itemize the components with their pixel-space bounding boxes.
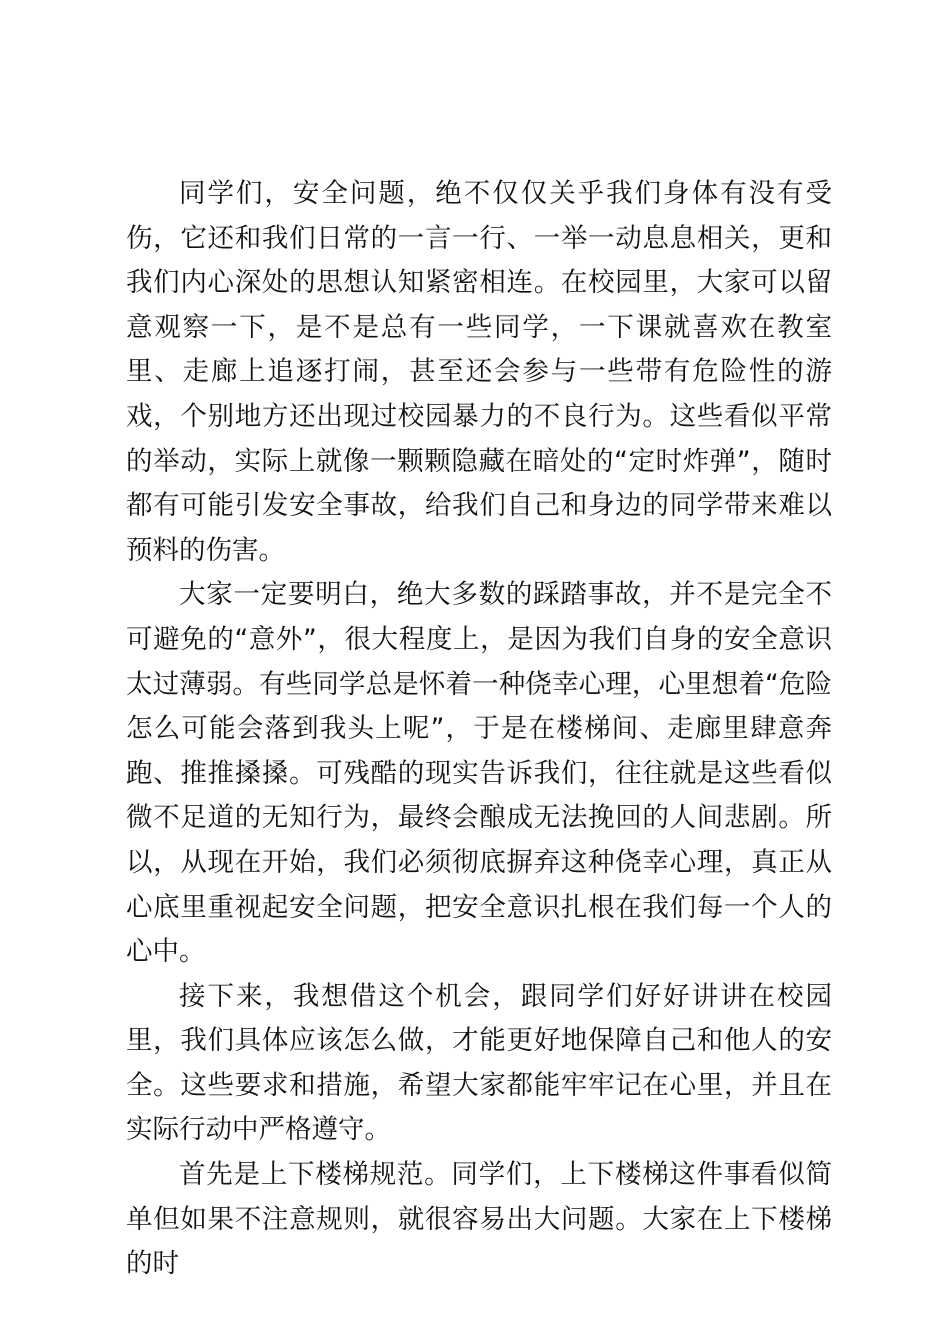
paragraph-3: 接下来，我想借这个机会，跟同学们好好讲讲在校园里，我们具体应该怎么做，才能更好地保障自己和他人的安全。这些要求和措施，希望大家都能牢牢记在心里，并且在实际行动中严格遵守。 (126, 980, 832, 1146)
paragraph-2: 大家一定要明白，绝大多数的踩踏事故，并不是完全不可避免的“意外”，很大程度上，是因为我们自身的安全意识太过薄弱。有些同学总是怀着一种侥幸心理，心里想着“危险怎么可能会落到我头上呢”，于是在楼梯间、走廊里肆意奔跑、推推搡搡。可残酷的现实告诉我们，往往就是这些看似微不足道的无知行为，最终会酿成无法挽回的人间悲剧。所以，从现在开始，我们必须彻底摒弃这种侥幸心理，真正从心底里重视起安全问题，把安全意识扎根在我们每一个人的心中。 (126, 579, 832, 968)
paragraph-4: 首先是上下楼梯规范。同学们，上下楼梯这件事看似简单但如果不注意规则，就很容易出大问题。大家在上下楼梯的时 (126, 1159, 832, 1280)
document-body (126, 172, 832, 1287)
paragraph-1: 同学们，安全问题，绝不仅仅关乎我们身体有没有受伤，它还和我们日常的一言一行、一举一动息息相关，更和我们内心深处的思想认知紧密相连。在校园里，大家可以留意观察一下，是不是总有一些同学，一下课就喜欢在教室里、走廊上追逐打闹，甚至还会参与一些带有危险性的游戏，个别地方还出现过校园暴力的不良行为。这些看似平常的举动，实际上就像一颗颗隐藏在暗处的“定时炸弹”，随时都有可能引发安全事故，给我们自己和身边的同学带来难以预料的伤害。 (126, 178, 832, 566)
